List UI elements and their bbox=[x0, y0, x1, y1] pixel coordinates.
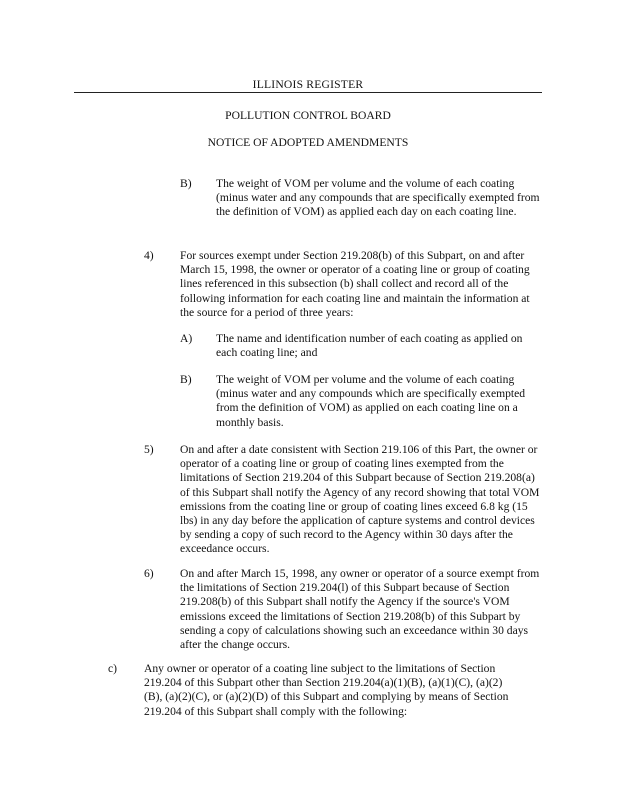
register-title: ILLINOIS REGISTER bbox=[252, 78, 364, 91]
paragraph-marker: B) bbox=[180, 177, 192, 190]
paragraph-marker: 4) bbox=[144, 249, 154, 262]
notice-title: NOTICE OF ADOPTED AMENDMENTS bbox=[207, 136, 409, 149]
paragraph-marker: 5) bbox=[144, 443, 154, 456]
paragraph-text: The weight of VOM per volume and the volume of each coating (minus water and any compounds which are specifically exempted from the definition of VOM) as applied on each coating line on a monthly basis. bbox=[216, 373, 526, 429]
paragraph-text: On and after a date consistent with Section 219.106 of this Part, the owner or operator of a coating line or group of coating lines exempted from the limitations of Section 219.204 of this Subpart because of Section 219.208(a) of this Subpart shall notify the Agency of any record showing that total VOM emissions from the coating line or group of coating lines exceed 6.8 kg (15 lbs) in any day before the application of capture systems and control devices by sending a copy of such record to the Agency within 30 days after the exceedance occurs. bbox=[180, 443, 540, 556]
paragraph-marker: c) bbox=[108, 662, 118, 675]
paragraph-text: The name and identification number of each coating as applied on each coating line; and bbox=[216, 332, 523, 360]
paragraph-text: For sources exempt under Section 219.208(b) of this Subpart, on and after March 15, 1998, the owner or operator of a coating line or group of coating lines referenced in this subsection (b) shall collect and record all of the following information for each coating line and maintain the information at the source for a period of three years: bbox=[180, 249, 530, 319]
paragraph-marker: 6) bbox=[144, 567, 154, 580]
header-rule bbox=[74, 92, 542, 93]
paragraph-marker: A) bbox=[180, 332, 193, 345]
paragraph-text: On and after March 15, 1998, any owner or operator of a source exempt from the limitations of Section 219.204(l) of this Subpart because of Section 219.208(b) of this Subpart shall notify the Agency if the source's VOM emissions exceed the limitations of Section 219.208(b) of this Subpart by sending a copy of calculations showing such an exceedance within 30 days after the change occurs. bbox=[180, 567, 540, 652]
paragraph-text: The weight of VOM per volume and the volume of each coating (minus water and any compounds that are specifically exempted from the definition of VOM) as applied each day on each coating line. bbox=[216, 177, 540, 219]
paragraph-marker: B) bbox=[180, 373, 192, 386]
board-title: POLLUTION CONTROL BOARD bbox=[225, 109, 391, 122]
paragraph-text: Any owner or operator of a coating line subject to the limitations of Section 219.204 of this Subpart other than Section 219.204(a)(1)(B), (a)(1)(C), (a)(2)(B), (a)(2)(C), or (a)(2)(D) of this Subpart and complying by means of Section 219.204 of this Subpart shall comply with the following: bbox=[144, 662, 509, 718]
